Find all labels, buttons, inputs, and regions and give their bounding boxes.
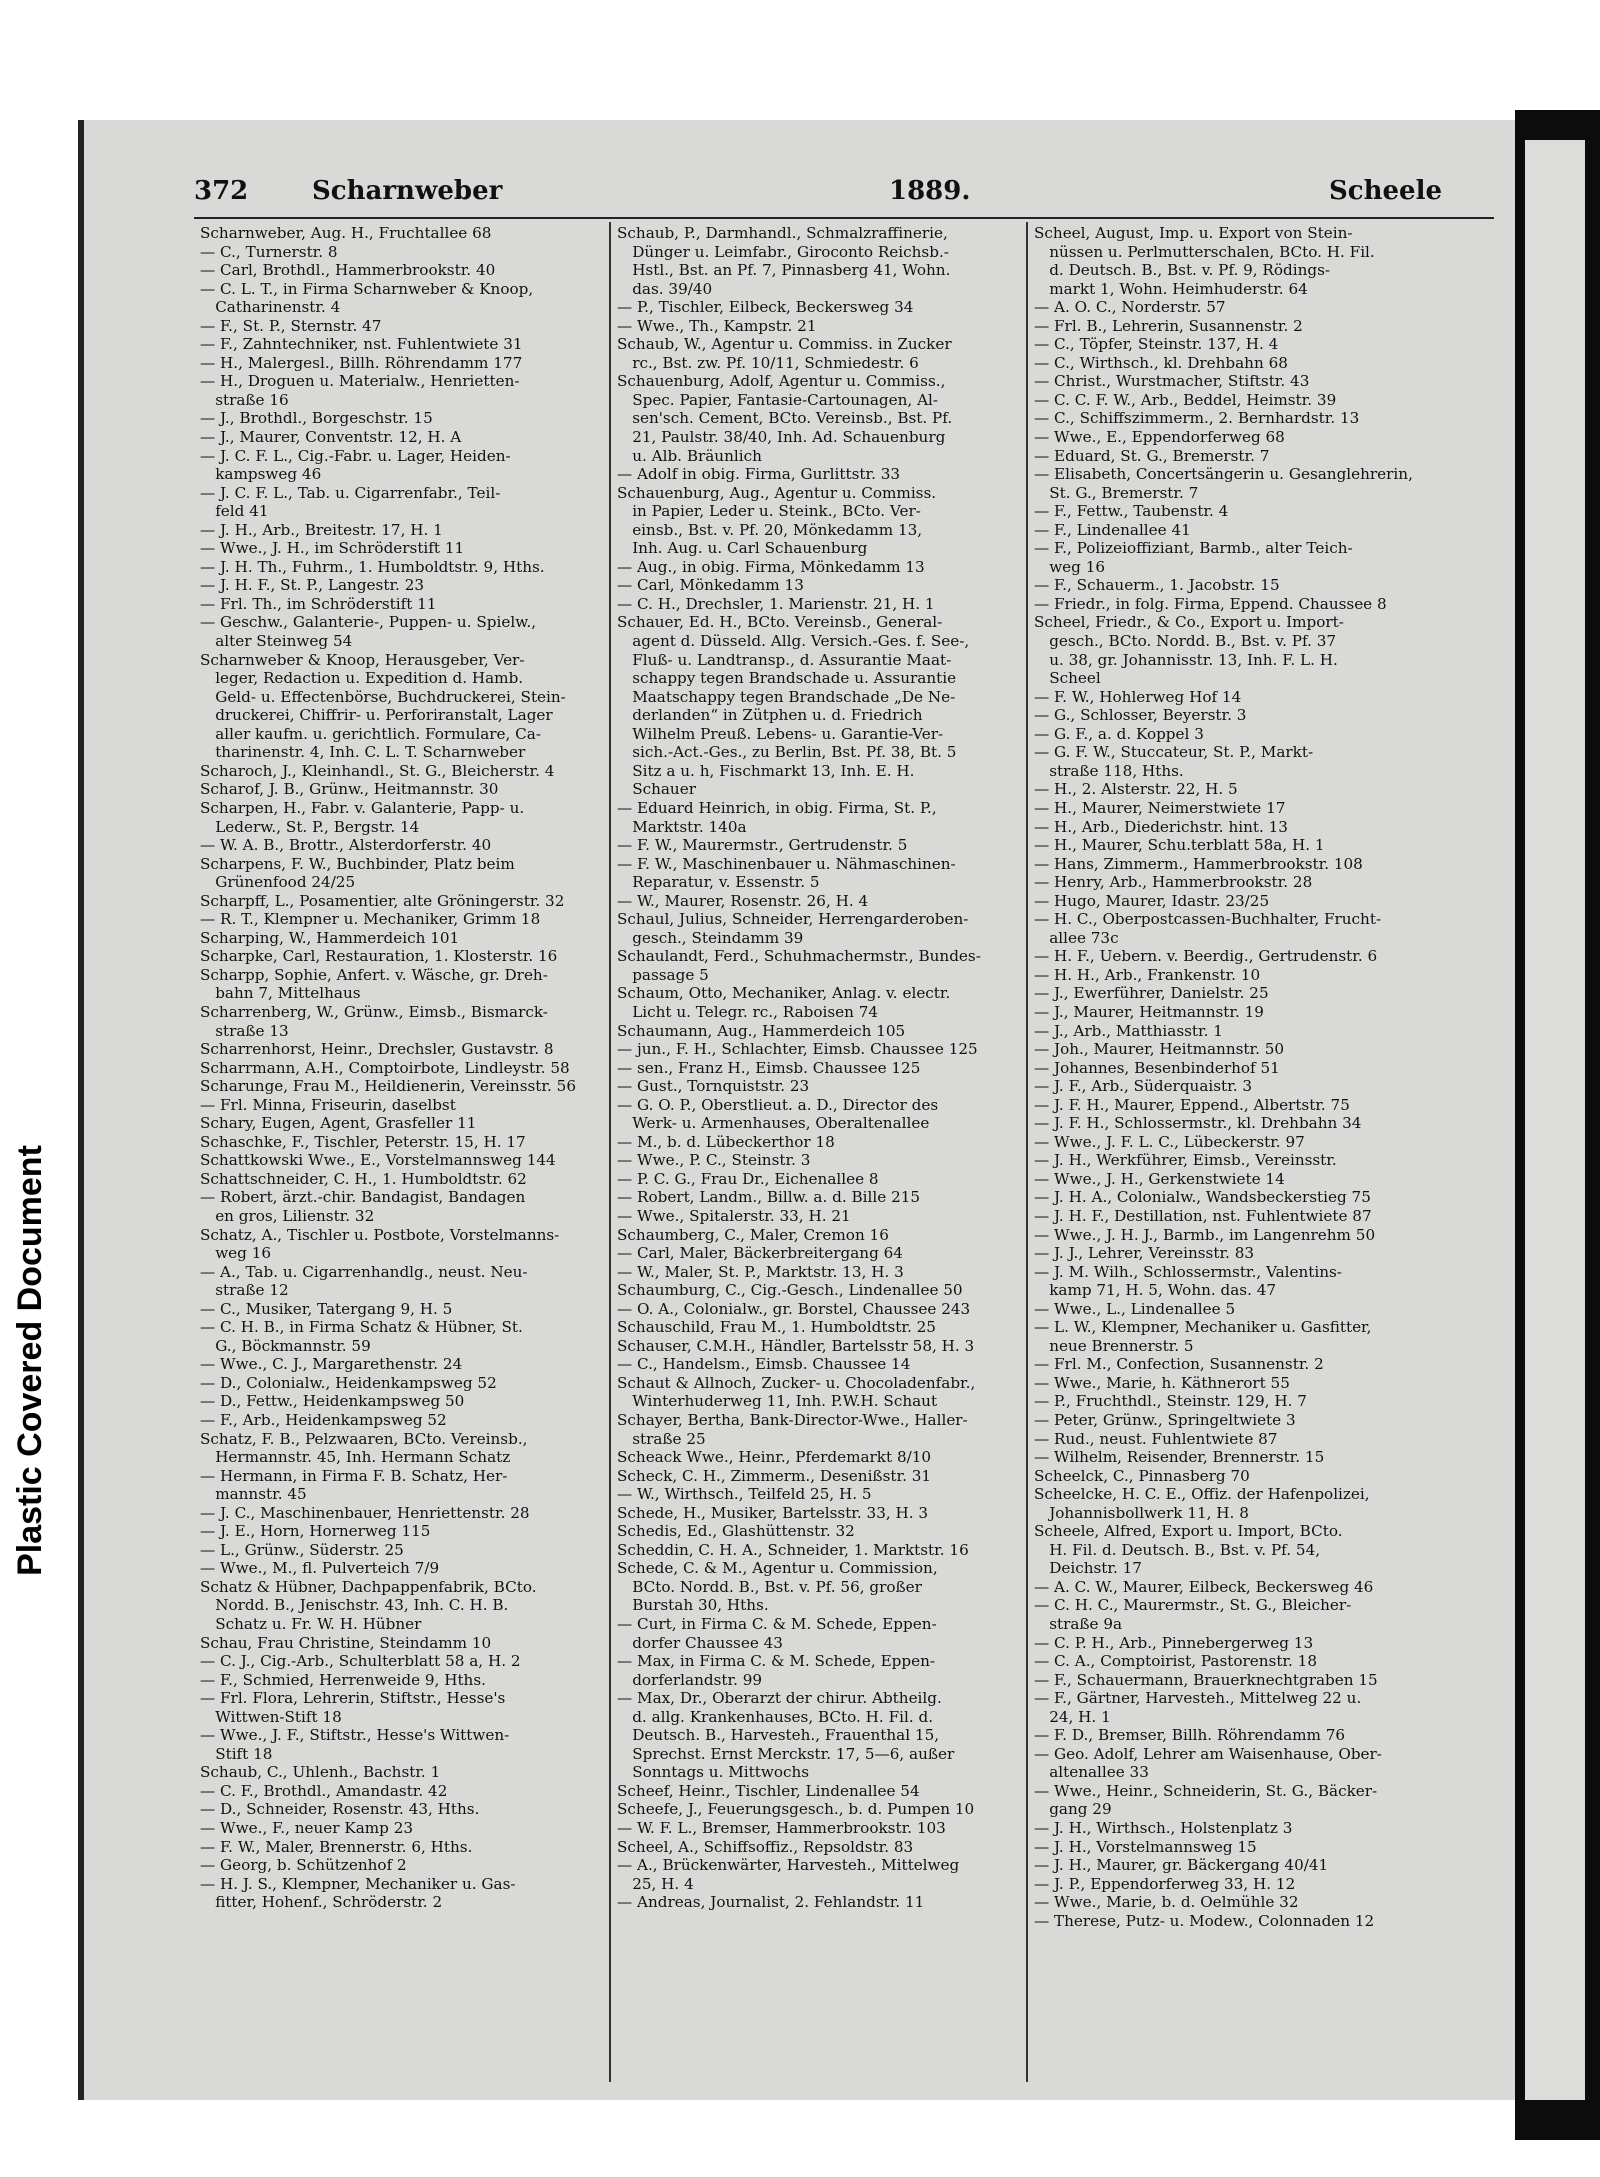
directory-page	[78, 120, 1516, 2100]
directory-entry: Schaschke, F., Tischler, Peterstr. 15, H. 17	[200, 1132, 526, 1151]
directory-column-2	[617, 224, 1022, 1912]
directory-entry: — Wilhelm, Reisender, Brennerstr. 15	[1034, 1448, 1325, 1467]
directory-entry: — H., Arb., Diederichstr. hint. 13	[1034, 817, 1288, 836]
directory-entry: — Georg, b. Schützenhof 2	[200, 1856, 407, 1875]
directory-entry: — J. H., Werkführer, Eimsb., Vereinsstr.	[1034, 1151, 1337, 1170]
directory-entry: — F. W., Hohlerweg Hof 14	[1034, 687, 1242, 706]
directory-entry: — G. O. P., Oberstlieut. a. D., Director des	[617, 1095, 939, 1114]
directory-entry: — J. H. Th., Fuhrm., 1. Humboldtstr. 9, Hths.	[200, 557, 545, 576]
directory-entry: aller kaufm. u. gerichtlich. Formulare, Ca-	[200, 724, 541, 743]
directory-entry: — Frl. M., Confection, Susannenstr. 2	[1034, 1355, 1324, 1374]
directory-entry: — J. E., Horn, Hornerweg 115	[200, 1522, 431, 1541]
directory-entry: mannstr. 45	[200, 1485, 307, 1504]
right-running-head: Scheele	[1329, 176, 1443, 206]
directory-entry: — J., Maurer, Conventstr. 12, H. A	[200, 428, 462, 447]
directory-entry: alter Steinweg 54	[200, 632, 353, 651]
directory-entry: Scharunge, Frau M., Heildienerin, Vereinsstr. 56	[200, 1077, 576, 1096]
directory-entry: — J. H. F., St. P., Langestr. 23	[200, 576, 425, 595]
directory-entry: sich.-Act.-Ges., zu Berlin, Bst. Pf. 38, Bt. 5	[617, 743, 957, 762]
directory-entry: — J. C. F. L., Cig.-Fabr. u. Lager, Heiden-	[200, 446, 511, 465]
directory-entry: schappy tegen Brandschade u. Assurantie	[617, 669, 957, 688]
directory-entry: — F., Lindenallee 41	[1034, 520, 1191, 539]
directory-entry: — J., Arb., Matthiasstr. 1	[1034, 1021, 1223, 1040]
directory-entry: Fluß- u. Landtransp., d. Assurantie Maat-	[617, 650, 952, 669]
directory-entry: gesch., Steindamm 39	[617, 928, 804, 947]
directory-entry: — Gust., Tornquiststr. 23	[617, 1077, 810, 1096]
directory-entry: — Frl. B., Lehrerin, Susannenstr. 2	[1034, 316, 1303, 335]
directory-entry: — G. F., a. d. Koppel 3	[1034, 724, 1204, 743]
directory-entry: — J. H., Arb., Breitestr. 17, H. 1	[200, 520, 443, 539]
directory-entry: — Hermann, in Firma F. B. Schatz, Her-	[200, 1466, 508, 1485]
directory-entry: 24, H. 1	[1034, 1707, 1111, 1726]
directory-entry: Catharinenstr. 4	[200, 298, 341, 317]
directory-entry: straße 16	[200, 390, 289, 409]
directory-entry: — P., Fruchthdl., Steinstr. 129, H. 7	[1034, 1392, 1307, 1411]
directory-entry: — Wwe., J. H., im Schröderstift 11	[200, 539, 465, 558]
directory-entry: Schaul, Julius, Schneider, Herrengarderoben-	[617, 910, 969, 929]
directory-entry: — F. W., Maurermstr., Gertrudenstr. 5	[617, 836, 908, 855]
column-divider-2	[1026, 222, 1028, 2082]
left-running-head: Scharnweber	[312, 176, 503, 206]
directory-entry: — Wwe., L., Lindenallee 5	[1034, 1299, 1236, 1318]
directory-entry: Schaub, P., Darmhandl., Schmalzraffinerie,	[617, 224, 948, 242]
directory-entry: Maatschappy tegen Brandschade „De Ne-	[617, 687, 956, 706]
directory-column-1	[200, 224, 605, 1912]
directory-entry: — F., Fettw., Taubenstr. 4	[1034, 502, 1229, 521]
directory-entry: — C. C. F. W., Arb., Beddel, Heimstr. 39	[1034, 390, 1337, 409]
directory-entry: — Robert, Landm., Billw. a. d. Bille 215	[617, 1188, 921, 1207]
directory-entry: Scharpen, H., Fabr. v. Galanterie, Papp- u.	[200, 798, 525, 817]
directory-entry: druckerei, Chiffrir- u. Perforiranstalt, Lager	[200, 706, 553, 725]
directory-entry: — W. A. B., Brottr., Alsterdorferstr. 40	[200, 836, 492, 855]
directory-entry: Schatz & Hübner, Dachpappenfabrik, BCto.	[200, 1577, 537, 1596]
header-rule	[194, 217, 1494, 219]
directory-entry: — F., Zahntechniker, nst. Fuhlentwiete 31	[200, 335, 523, 354]
directory-entry: — F., Schauermann, Brauerknechtgraben 15	[1034, 1670, 1378, 1689]
directory-entry: Reparatur, v. Essenstr. 5	[617, 873, 820, 892]
directory-entry: — Henry, Arb., Hammerbrookstr. 28	[1034, 873, 1313, 892]
directory-entry: Geld- u. Effectenbörse, Buchdruckerei, Stein-	[200, 687, 566, 706]
directory-entry: — Wwe., Spitalerstr. 33, H. 21	[617, 1206, 851, 1225]
directory-entry: — H. J. S., Klempner, Mechaniker u. Gas-	[200, 1874, 516, 1893]
directory-entry: — Max, Dr., Oberarzt der chirur. Abtheilg.	[617, 1689, 942, 1708]
directory-entry: Schaub, C., Uhlenh., Bachstr. 1	[200, 1763, 441, 1782]
directory-entry: 25, H. 4	[617, 1874, 694, 1893]
column-divider-1	[609, 222, 611, 2082]
directory-entry: — F., Polizeioffiziant, Barmb., alter Teich-	[1034, 539, 1353, 558]
directory-entry: — J. J., Lehrer, Vereinsstr. 83	[1034, 1244, 1255, 1263]
directory-entry: — H., Maurer, Neimerstwiete 17	[1034, 798, 1286, 817]
directory-entry: — sen., Franz H., Eimsb. Chaussee 125	[617, 1058, 921, 1077]
directory-entry: G., Böckmannstr. 59	[200, 1336, 371, 1355]
directory-entry: — Eduard Heinrich, in obig. Firma, St. P.,	[617, 798, 937, 817]
directory-entry: Schauser, C.M.H., Händler, Bartelsstr 58, H. 3	[617, 1336, 975, 1355]
directory-entry: — F., St. P., Sternstr. 47	[200, 316, 382, 335]
directory-entry: straße 118, Hths.	[1034, 761, 1184, 780]
directory-entry: altenallee 33	[1034, 1763, 1149, 1782]
directory-entry: — C. H., Drechsler, 1. Marienstr. 21, H. 1	[617, 594, 935, 613]
directory-entry: Johannisbollwerk 11, H. 8	[1034, 1503, 1249, 1522]
directory-entry: — W., Maurer, Rosenstr. 26, H. 4	[617, 891, 869, 910]
directory-entry: Scharoch, J., Kleinhandl., St. G., Bleicherstr. 4	[200, 761, 555, 780]
directory-entry: — A., Brückenwärter, Harvesteh., Mittelweg	[617, 1856, 960, 1875]
side-label-text: Plastic Covered Document	[10, 1144, 49, 1576]
directory-entry: — C. H. B., in Firma Schatz & Hübner, St.	[200, 1318, 523, 1337]
directory-entry: — Wwe., Th., Kampstr. 21	[617, 316, 817, 335]
directory-entry: — J. F. H., Maurer, Eppend., Albertstr. 75	[1034, 1095, 1350, 1114]
directory-entry: straße 25	[617, 1429, 706, 1448]
directory-entry: Scheack Wwe., Heinr., Pferdemarkt 8/10	[617, 1448, 932, 1467]
directory-entry: — J. F. H., Schlossermstr., kl. Drehbahn 34	[1034, 1114, 1362, 1133]
directory-entry: Scharrmann, A.H., Comptoirbote, Lindleystr. 58	[200, 1058, 570, 1077]
directory-entry: — Carl, Brothdl., Hammerbrookstr. 40	[200, 261, 496, 280]
directory-entry: dorferlandstr. 99	[617, 1670, 763, 1689]
directory-entry: — D., Schneider, Rosenstr. 43, Hths.	[200, 1800, 480, 1819]
directory-entry: Hermannstr. 45, Inh. Hermann Schatz	[200, 1448, 511, 1467]
directory-entry: derlanden“ in Zütphen u. d. Friedrich	[617, 706, 923, 725]
directory-entry: weg 16	[200, 1244, 272, 1263]
directory-entry: Scheel	[1034, 669, 1101, 688]
directory-entry: Schattschneider, C. H., 1. Humboldtstr. 62	[200, 1169, 527, 1188]
directory-entry: Wittwen-Stift 18	[200, 1707, 342, 1726]
directory-entry: Scheef, Heinr., Tischler, Lindenallee 54	[617, 1781, 920, 1800]
directory-entry: — F. W., Maschinenbauer u. Nähmaschinen-	[617, 854, 956, 873]
directory-entry: — J. P., Eppendorferweg 33, H. 12	[1034, 1874, 1296, 1893]
directory-entry: — H. F., Uebern. v. Beerdig., Gertrudenstr. 6	[1034, 947, 1378, 966]
directory-entry: — C., Töpfer, Steinstr. 137, H. 4	[1034, 335, 1279, 354]
directory-entry: — F. D., Bremser, Billh. Röhrendamm 76	[1034, 1726, 1346, 1745]
directory-entry: Schaumburg, C., Cig.-Gesch., Lindenallee 50	[617, 1281, 963, 1300]
directory-entry: Spec. Papier, Fantasie-Cartounagen, Al-	[617, 390, 939, 409]
directory-entry: sen'sch. Cement, BCto. Vereinsb., Bst. Pf.	[617, 409, 953, 428]
directory-entry: Scharpens, F. W., Buchbinder, Platz beim	[200, 854, 515, 873]
directory-entry: tharinenstr. 4, Inh. C. L. T. Scharnweber	[200, 743, 526, 762]
directory-entry: straße 9a	[1034, 1615, 1123, 1634]
directory-entry: — G., Schlosser, Beyerstr. 3	[1034, 706, 1247, 725]
directory-entry: Scheele, Alfred, Export u. Import, BCto.	[1034, 1522, 1343, 1541]
directory-entry: fitter, Hohenf., Schröderstr. 2	[200, 1893, 443, 1912]
directory-entry: Burstah 30, Hths.	[617, 1596, 769, 1615]
directory-entry: H. Fil. d. Deutsch. B., Bst. v. Pf. 54,	[1034, 1540, 1321, 1559]
directory-entry: — H. H., Arb., Frankenstr. 10	[1034, 965, 1261, 984]
directory-entry: — R. T., Klempner u. Mechaniker, Grimm 18	[200, 910, 541, 929]
directory-entry: feld 41	[200, 502, 269, 521]
directory-entry: — Wwe., E., Eppendorferweg 68	[1034, 428, 1285, 447]
directory-entry: — F., Schauerm., 1. Jacobstr. 15	[1034, 576, 1280, 595]
directory-entry: — Frl. Flora, Lehrerin, Stiftstr., Hesse's	[200, 1689, 506, 1708]
directory-entry: Lederw., St. P., Bergstr. 14	[200, 817, 420, 836]
directory-entry: neue Brennerstr. 5	[1034, 1336, 1194, 1355]
directory-entry: — Wwe., P. C., Steinstr. 3	[617, 1151, 811, 1170]
directory-entry: — Wwe., J. F. L. C., Lübeckerstr. 97	[1034, 1132, 1305, 1151]
directory-entry: — Curt, in Firma C. & M. Schede, Eppen-	[617, 1615, 937, 1634]
directory-entry: Scheelcke, H. C. E., Offiz. der Hafenpolizei,	[1034, 1485, 1370, 1504]
directory-entry: kamp 71, H. 5, Wohn. das. 47	[1034, 1281, 1277, 1300]
directory-entry: Scharpff, L., Posamentier, alte Gröningerstr. 32	[200, 891, 565, 910]
directory-entry: Stift 18	[200, 1744, 273, 1763]
page-header	[194, 176, 1494, 216]
directory-entry: Schaumberg, C., Maler, Cremon 16	[617, 1225, 889, 1244]
directory-entry: straße 12	[200, 1281, 289, 1300]
directory-entry: — H., Droguen u. Materialw., Henrietten-	[200, 372, 520, 391]
directory-entry: Scharpke, Carl, Restauration, 1. Klosterstr. 16	[200, 947, 558, 966]
directory-entry: gesch., BCto. Nordd. B., Bst. v. Pf. 37	[1034, 632, 1337, 651]
facing-page-edge	[1515, 110, 1600, 2140]
directory-entry: das. 39/40	[617, 279, 713, 298]
directory-entry: Dünger u. Leimfabr., Giroconto Reichsb.-	[617, 242, 949, 261]
directory-entry: — Andreas, Journalist, 2. Fehlandstr. 11	[617, 1893, 925, 1912]
directory-entry: Schaum, Otto, Mechaniker, Anlag. v. electr.	[617, 984, 951, 1003]
directory-entry: — G. F. W., Stuccateur, St. P., Markt-	[1034, 743, 1314, 762]
directory-entry: Schauenburg, Aug., Agentur u. Commiss.	[617, 483, 937, 502]
directory-entry: — Adolf in obig. Firma, Gurlittstr. 33	[617, 465, 901, 484]
directory-entry: Schaut & Allnoch, Zucker- u. Chocoladenfabr.,	[617, 1373, 976, 1392]
directory-entry: — Max, in Firma C. & M. Schede, Eppen-	[617, 1652, 936, 1671]
directory-entry: bahn 7, Mittelhaus	[200, 984, 361, 1003]
directory-entry: — Wwe., J. H. J., Barmb., im Langenrehm 50	[1034, 1225, 1376, 1244]
directory-entry: — J. H. F., Destillation, nst. Fuhlentwiete 87	[1034, 1206, 1372, 1225]
directory-entry: Scheel, Friedr., & Co., Export u. Import-	[1034, 613, 1344, 632]
directory-entry: — J. H. A., Colonialw., Wandsbeckerstieg 75	[1034, 1188, 1371, 1207]
directory-entry: — Geo. Adolf, Lehrer am Waisenhause, Ober-	[1034, 1744, 1382, 1763]
directory-entry: — W., Maler, St. P., Marktstr. 13, H. 3	[617, 1262, 904, 1281]
directory-entry: Schauschild, Frau M., 1. Humboldtstr. 25	[617, 1318, 936, 1337]
directory-entry: dorfer Chaussee 43	[617, 1633, 783, 1652]
directory-entry: — jun., F. H., Schlachter, Eimsb. Chaussee 125	[617, 1040, 978, 1059]
directory-entry: rc., Bst. zw. Pf. 10/11, Schmiedestr. 6	[617, 353, 919, 372]
directory-entry: — Rud., neust. Fuhlentwiete 87	[1034, 1429, 1278, 1448]
directory-entry: straße 13	[200, 1021, 289, 1040]
directory-entry: Marktstr. 140a	[617, 817, 747, 836]
directory-entry: — C. J., Cig.-Arb., Schulterblatt 58 a, H. 2	[200, 1652, 521, 1671]
directory-entry: Schary, Eugen, Agent, Grasfeller 11	[200, 1114, 477, 1133]
directory-entry: — P. C. G., Frau Dr., Eichenallee 8	[617, 1169, 879, 1188]
directory-entry: Scheelck, C., Pinnasberg 70	[1034, 1466, 1250, 1485]
directory-entry: — Wwe., Heinr., Schneiderin, St. G., Bäcker-	[1034, 1781, 1378, 1800]
directory-entry: einsb., Bst. v. Pf. 20, Mönkedamm 13,	[617, 520, 923, 539]
directory-entry: — J. H., Vorstelmannsweg 15	[1034, 1837, 1257, 1856]
directory-entry: — C., Wirthsch., kl. Drehbahn 68	[1034, 353, 1288, 372]
directory-entry: — C., Schiffszimmerm., 2. Bernhardstr. 13	[1034, 409, 1360, 428]
directory-entry: — Hugo, Maurer, Idastr. 23/25	[1034, 891, 1270, 910]
directory-entry: Scharpp, Sophie, Anfert. v. Wäsche, gr. Dreh-	[200, 965, 548, 984]
directory-entry: — J., Ewerführer, Danielstr. 25	[1034, 984, 1269, 1003]
directory-entry: Schaumann, Aug., Hammerdeich 105	[617, 1021, 906, 1040]
directory-entry: — H., 2. Alsterstr. 22, H. 5	[1034, 780, 1238, 799]
directory-entry: — Christ., Wurstmacher, Stiftstr. 43	[1034, 372, 1310, 391]
directory-entry: Scharrenberg, W., Grünw., Eimsb., Bismarck-	[200, 1002, 548, 1021]
directory-entry: — C., Handelsm., Eimsb. Chaussee 14	[617, 1355, 911, 1374]
directory-entry: markt 1, Wohn. Heimhuderstr. 64	[1034, 279, 1308, 298]
facing-page-strip	[1525, 140, 1585, 2100]
directory-entry: Schayer, Bertha, Bank-Director-Wwe., Haller-	[617, 1411, 968, 1429]
directory-entry: — C. A., Comptoirist, Pastorenstr. 18	[1034, 1652, 1317, 1671]
directory-entry: — J., Maurer, Heitmannstr. 19	[1034, 1002, 1264, 1021]
directory-entry: Schaulandt, Ferd., Schuhmachermstr., Bundes-	[617, 947, 981, 966]
year-heading: 1889.	[889, 176, 971, 206]
directory-entry: agent d. Düsseld. Allg. Versich.-Ges. f. See-,	[617, 632, 970, 651]
directory-entry: Scharping, W., Hammerdeich 101	[200, 928, 460, 947]
directory-entry: — Wwe., C. J., Margarethenstr. 24	[200, 1355, 463, 1374]
directory-entry: d. Deutsch. B., Bst. v. Pf. 9, Rödings-	[1034, 261, 1330, 280]
directory-entry: Schauenburg, Adolf, Agentur u. Commiss.,	[617, 372, 946, 391]
directory-entry: — H., Malergesl., Billh. Röhrendamm 177	[200, 353, 523, 372]
directory-entry: Scharof, J. B., Grünw., Heitmannstr. 30	[200, 780, 499, 799]
directory-entry: Scheel, August, Imp. u. Export von Stein-	[1034, 224, 1353, 242]
page-number: 372	[194, 176, 249, 206]
directory-entry: — L., Grünw., Süderstr. 25	[200, 1540, 404, 1559]
directory-entry: — D., Colonialw., Heidenkampsweg 52	[200, 1373, 497, 1392]
directory-entry: Scharnweber, Aug. H., Fruchtallee 68	[200, 224, 492, 242]
directory-entry: — Wwe., J. H., Gerkenstwiete 14	[1034, 1169, 1285, 1188]
directory-entry: — H., Maurer, Schu.terblatt 58a, H. 1	[1034, 836, 1325, 855]
directory-entry: u. 38, gr. Johannisstr. 13, Inh. F. L. H.	[1034, 650, 1338, 669]
directory-entry: Schedis, Ed., Glashüttenstr. 32	[617, 1522, 855, 1541]
directory-entry: — J. H., Maurer, gr. Bäckergang 40/41	[1034, 1856, 1329, 1875]
directory-entry: — Aug., in obig. Firma, Mönkedamm 13	[617, 557, 925, 576]
directory-entry: — F., Arb., Heidenkampsweg 52	[200, 1411, 447, 1429]
directory-entry: — C., Musiker, Tatergang 9, H. 5	[200, 1299, 453, 1318]
directory-entry: — Peter, Grünw., Springeltwiete 3	[1034, 1411, 1296, 1429]
directory-entry: — C. F., Brothdl., Amandastr. 42	[200, 1781, 448, 1800]
directory-entry: — J. F., Arb., Süderquaistr. 3	[1034, 1077, 1253, 1096]
directory-entry: — Wwe., M., fl. Pulverteich 7/9	[200, 1559, 440, 1578]
directory-entry: kampsweg 46	[200, 465, 322, 484]
directory-entry: — Wwe., Marie, b. d. Oelmühle 32	[1034, 1893, 1299, 1912]
directory-entry: BCto. Nordd. B., Bst. v. Pf. 56, großer	[617, 1577, 922, 1596]
directory-entry: — Robert, ärzt.-chir. Bandagist, Bandagen	[200, 1188, 526, 1207]
directory-entry: — Eduard, St. G., Bremerstr. 7	[1034, 446, 1270, 465]
directory-entry: Grünenfood 24/25	[200, 873, 356, 892]
directory-entry: Schatz u. Fr. W. H. Hübner	[200, 1615, 422, 1634]
directory-entry: Scheck, C. H., Zimmerm., Desenißstr. 31	[617, 1466, 932, 1485]
directory-entry: — H. C., Oberpostcassen-Buchhalter, Frucht-	[1034, 910, 1382, 929]
directory-entry: — Wwe., J. F., Stiftstr., Hesse's Wittwen-	[200, 1726, 510, 1745]
directory-entry: Sitz a u. h, Fischmarkt 13, Inh. E. H.	[617, 761, 915, 780]
directory-entry: — Wwe., F., neuer Kamp 23	[200, 1819, 414, 1838]
directory-entry: — C. P. H., Arb., Pinnebergerweg 13	[1034, 1633, 1314, 1652]
directory-entry: — Geschw., Galanterie-, Puppen- u. Spielw.,	[200, 613, 537, 632]
directory-entry: — Frl. Minna, Friseurin, daselbst	[200, 1095, 456, 1114]
plastic-covered-label	[0, 1080, 60, 1640]
directory-entry: — Johannes, Besenbinderhof 51	[1034, 1058, 1280, 1077]
directory-entry: Winterhuderweg 11, Inh. P.W.H. Schaut	[617, 1392, 938, 1411]
directory-entry: Scharnweber & Knoop, Herausgeber, Ver-	[200, 650, 525, 669]
directory-entry: — O. A., Colonialw., gr. Borstel, Chaussee 243	[617, 1299, 971, 1318]
directory-entry: Scharrenhorst, Heinr., Drechsler, Gustavstr. 8	[200, 1040, 554, 1059]
directory-entry: — D., Fettw., Heidenkampsweg 50	[200, 1392, 465, 1411]
directory-entry: Nordd. B., Jenischstr. 43, Inh. C. H. B.	[200, 1596, 509, 1615]
directory-entry: Schau, Frau Christine, Steindamm 10	[200, 1633, 492, 1652]
directory-entry: — Carl, Maler, Bäckerbreitergang 64	[617, 1244, 903, 1263]
directory-entry: Scheddin, C. H. A., Schneider, 1. Marktstr. 16	[617, 1540, 969, 1559]
directory-entry: Scheefe, J., Feuerungsgesch., b. d. Pumpen 10	[617, 1800, 975, 1819]
directory-entry: 21, Paulstr. 38/40, Inh. Ad. Schauenburg	[617, 428, 946, 447]
directory-entry: — A., Tab. u. Cigarrenhandlg., neust. Neu-	[200, 1262, 528, 1281]
directory-entry: leger, Redaction u. Expedition d. Hamb.	[200, 669, 524, 688]
directory-entry: — C., Turnerstr. 8	[200, 242, 338, 261]
directory-entry: — Joh., Maurer, Heitmannstr. 50	[1034, 1040, 1285, 1059]
directory-entry: Werk- u. Armenhauses, Oberaltenallee	[617, 1114, 930, 1133]
directory-entry: en gros, Lilienstr. 32	[200, 1206, 375, 1225]
directory-entry: — W. F. L., Bremser, Hammerbrookstr. 103	[617, 1819, 946, 1838]
directory-entry: — Friedr., in folg. Firma, Eppend. Chaussee 8	[1034, 594, 1387, 613]
directory-entry: Deichstr. 17	[1034, 1559, 1142, 1578]
directory-entry: — P., Tischler, Eilbeck, Beckersweg 34	[617, 298, 914, 317]
directory-entry: Schatz, A., Tischler u. Postbote, Vorstelmanns-	[200, 1225, 560, 1244]
directory-entry: — J., Brothdl., Borgeschstr. 15	[200, 409, 433, 428]
directory-entry: — Carl, Mönkedamm 13	[617, 576, 804, 595]
directory-entry: Schattkowski Wwe., E., Vorstelmannsweg 144	[200, 1151, 556, 1170]
directory-column-3	[1034, 224, 1439, 1930]
directory-entry: — J. C., Maschinenbauer, Henriettenstr. 28	[200, 1503, 530, 1522]
directory-entry: — A. C. W., Maurer, Eilbeck, Beckersweg 46	[1034, 1577, 1374, 1596]
directory-entry: Scheel, A., Schiffsoffiz., Repsoldstr. 83	[617, 1837, 914, 1856]
directory-entry: — Hans, Zimmerm., Hammerbrookstr. 108	[1034, 854, 1363, 873]
directory-entry: Licht u. Telegr. rc., Raboisen 74	[617, 1002, 879, 1021]
directory-entry: d. allg. Krankenhauses, BCto. H. Fil. d.	[617, 1707, 934, 1726]
directory-entry: — J. M. Wilh., Schlossermstr., Valentins-	[1034, 1262, 1342, 1281]
directory-entry: — J. H., Wirthsch., Holstenplatz 3	[1034, 1819, 1293, 1838]
directory-entry: Wilhelm Preuß. Lebens- u. Garantie-Ver-	[617, 724, 944, 743]
directory-entry: — J. C. F. L., Tab. u. Cigarrenfabr., Teil-	[200, 483, 501, 502]
directory-entry: St. G., Bremerstr. 7	[1034, 483, 1199, 502]
directory-entry: — Therese, Putz- u. Modew., Colonnaden 12	[1034, 1911, 1375, 1930]
directory-entry: — Frl. Th., im Schröderstift 11	[200, 594, 437, 613]
directory-entry: — M., b. d. Lübeckerthor 18	[617, 1132, 835, 1151]
directory-entry: — F. W., Maler, Brennerstr. 6, Hths.	[200, 1837, 473, 1856]
directory-entry: Deutsch. B., Harvesteh., Frauenthal 15,	[617, 1726, 940, 1745]
directory-entry: — A. O. C., Norderstr. 57	[1034, 298, 1226, 317]
directory-entry: Sprechst. Ernst Merckstr. 17, 5—6, außer	[617, 1744, 955, 1763]
directory-entry: — C. L. T., in Firma Scharnweber & Knoop,	[200, 279, 534, 298]
directory-entry: Hstl., Bst. an Pf. 7, Pinnasberg 41, Wohn.	[617, 261, 951, 280]
directory-entry: Sonntags u. Mittwochs	[617, 1763, 810, 1782]
directory-entry: — F., Gärtner, Harvesteh., Mittelweg 22 u.	[1034, 1689, 1362, 1708]
directory-entry: weg 16	[1034, 557, 1106, 576]
directory-entry: u. Alb. Bräunlich	[617, 446, 762, 465]
directory-entry: Schauer	[617, 780, 696, 799]
directory-entry: — W., Wirthsch., Teilfeld 25, H. 5	[617, 1485, 872, 1504]
directory-entry: allee 73c	[1034, 928, 1119, 947]
directory-entry: Schauer, Ed. H., BCto. Vereinsb., General-	[617, 613, 943, 632]
directory-entry: Schatz, F. B., Pelzwaaren, BCto. Vereinsb.,	[200, 1429, 528, 1448]
directory-entry: — Wwe., Marie, h. Käthnerort 55	[1034, 1373, 1290, 1392]
directory-entry: Inh. Aug. u. Carl Schauenburg	[617, 539, 868, 558]
directory-entry: — Elisabeth, Concertsängerin u. Gesanglehrerin,	[1034, 465, 1413, 484]
directory-entry: passage 5	[617, 965, 709, 984]
directory-entry: Schede, C. & M., Agentur u. Commission,	[617, 1559, 938, 1578]
directory-entry: — C. H. C., Maurermstr., St. G., Bleicher-	[1034, 1596, 1352, 1615]
directory-entry: nüssen u. Perlmutterschalen, BCto. H. Fil.	[1034, 242, 1375, 261]
directory-entry: gang 29	[1034, 1800, 1112, 1819]
directory-entry: in Papier, Leder u. Steink., BCto. Ver-	[617, 502, 921, 521]
directory-entry: — F., Schmied, Herrenweide 9, Hths.	[200, 1670, 486, 1689]
directory-entry: Schaub, W., Agentur u. Commiss. in Zucker	[617, 335, 952, 354]
directory-entry: — L. W., Klempner, Mechaniker u. Gasfitter,	[1034, 1318, 1372, 1337]
directory-entry: Schede, H., Musiker, Bartelsstr. 33, H. 3	[617, 1503, 929, 1522]
